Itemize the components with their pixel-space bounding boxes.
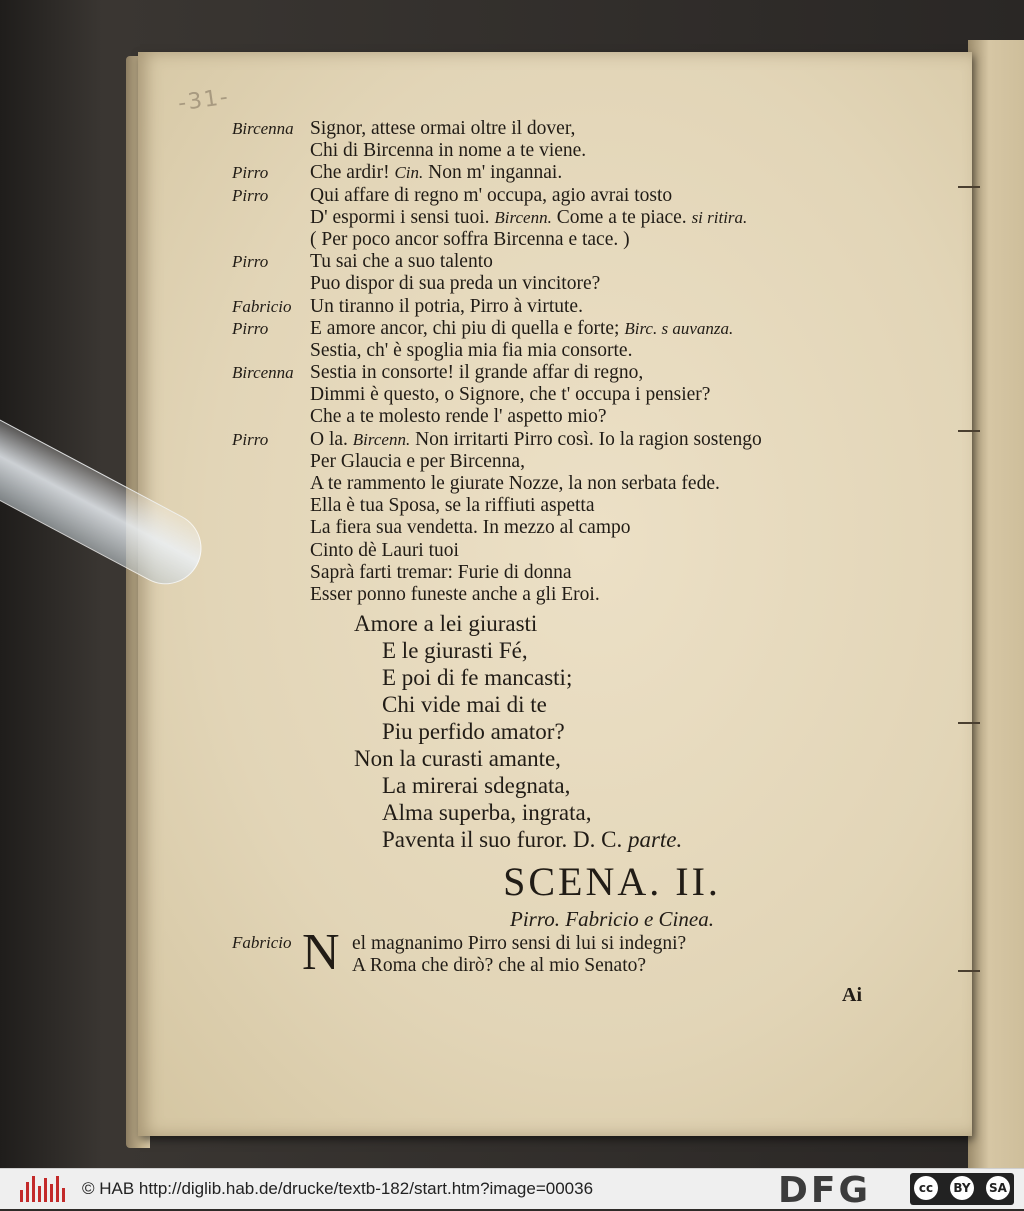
verse-text: Sestia, ch' è spoglia mia fia mia consorte.	[310, 339, 633, 361]
verse-line	[310, 429, 762, 451]
verse-line	[310, 118, 575, 140]
dialogue-line	[232, 517, 912, 539]
speaker-name: Pirro	[232, 429, 269, 449]
verse-text: Esser ponno funeste anche a gli Eroi.	[310, 583, 600, 605]
sa-icon: SA	[986, 1176, 1010, 1200]
speaker-name: Pirro	[232, 185, 269, 205]
verse-line	[310, 162, 562, 184]
verse-line	[310, 185, 672, 207]
aria-text	[382, 799, 591, 826]
verse-text: Dimmi è questo, o Signore, che t' occupa i pensier?	[310, 384, 711, 406]
dialogue-line	[232, 118, 912, 140]
verse-text: E amore ancor, chi piu di quella e forte;	[310, 317, 620, 339]
aside-text: Non m' ingannai.	[428, 162, 563, 184]
aria-verse: Alma superba, ingrata,	[382, 800, 592, 826]
aria-line	[232, 610, 912, 637]
aria-text	[382, 691, 547, 718]
verse-text: Saprà farti tremar: Furie di donna	[310, 561, 572, 583]
aside-speaker: Bircenn.	[494, 207, 552, 227]
stage-direction: Birc. s auvanza.	[624, 318, 734, 338]
verse-text: Per Glaucia e per Bircenna,	[310, 450, 525, 472]
verse-line	[310, 495, 594, 517]
verse-text: Che a te molesto rende l' aspetto mio?	[310, 406, 607, 428]
aria-text	[354, 745, 561, 772]
speaker-name: Pirro	[232, 163, 269, 183]
aria-text	[382, 826, 682, 853]
stage-direction: parte.	[627, 827, 683, 853]
aside-speaker: Cin.	[394, 163, 424, 183]
by-icon: BY	[950, 1176, 974, 1200]
source-credit-link[interactable]: © HAB http://diglib.hab.de/drucke/textb-182/start.htm?image=00036	[82, 1179, 594, 1198]
verse-text: Chi di Bircenna in nome a te viene.	[310, 140, 587, 162]
dialogue-line	[232, 451, 912, 473]
dialogue-line	[232, 318, 912, 340]
dialogue-line	[232, 140, 912, 162]
speaker-name: Fabricio	[232, 296, 292, 316]
catchword: Ai	[842, 984, 862, 1006]
aria-text	[382, 637, 528, 664]
aside-text: Come a te piace.	[556, 206, 687, 228]
drop-capital: N	[302, 924, 340, 982]
aria-verse: E le giurasti Fé,	[382, 638, 528, 664]
verse-text: Tu sai che a suo talento	[310, 251, 493, 273]
viewer-footer	[0, 1168, 1024, 1209]
dialogue-line	[232, 162, 912, 184]
aria-text	[382, 664, 572, 691]
scene-characters: Pirro. Fabricio e Cinea.	[510, 907, 714, 932]
verse-text: Puo dispor di sua preda un vincitore?	[310, 273, 601, 295]
cc-license-badge[interactable]	[910, 1173, 1014, 1205]
aria-line	[232, 718, 912, 745]
speaker-name: Fabricio	[232, 933, 292, 953]
verse-line	[310, 384, 710, 406]
aria-verse: Paventa il suo furor.	[382, 827, 568, 853]
verse-line	[310, 517, 631, 539]
verse-text: ( Per poco ancor soffra Bircenna e tace. )	[310, 228, 630, 250]
verse-line	[310, 406, 606, 428]
verse-text: La fiera sua vendetta. In mezzo al campo	[310, 517, 631, 539]
verse-text: Un tiranno il potria, Pirro à virtute.	[310, 295, 583, 317]
verse-line	[310, 207, 747, 229]
dialogue-line	[232, 540, 912, 562]
dfg-logo: DFG	[778, 1170, 872, 1211]
aria-line	[232, 664, 912, 691]
aria-line	[232, 745, 912, 772]
dialogue-line	[232, 185, 912, 207]
aria-line	[232, 799, 912, 826]
verse-line: A Roma che dirò? che al mio Senato?	[352, 955, 647, 977]
verse-text: D' espormi i sensi tuoi.	[310, 206, 490, 228]
dialogue-line	[232, 207, 912, 229]
verse-text: Qui affare di regno m' occupa, agio avrai tosto	[310, 184, 673, 206]
verse-line	[310, 562, 572, 584]
verse-line	[310, 318, 733, 340]
aria-line	[232, 691, 912, 718]
verse-text: Ella è tua Sposa, se la riffiuti aspetta	[310, 495, 595, 517]
aria-text	[354, 610, 537, 637]
verse-line	[310, 451, 525, 473]
dialogue-line	[232, 273, 912, 295]
dialogue-line	[232, 229, 912, 251]
aria-line	[232, 637, 912, 664]
aside-text: Non irritarti Pirro così. Io la ragion sostengo	[415, 428, 762, 450]
verse-text: Sestia in consorte! il grande affar di regno,	[310, 362, 644, 384]
dialogue-line	[232, 473, 912, 495]
page-folio: -31-	[176, 84, 232, 117]
verse-line	[310, 584, 600, 606]
verse-line	[310, 540, 459, 562]
dialogue-line	[232, 251, 912, 273]
verse-text: A te rammento le giurate Nozze, la non serbata fede.	[310, 473, 720, 494]
dialogue-line	[232, 584, 912, 606]
speaker-name: Pirro	[232, 318, 269, 338]
dialogue-line	[232, 406, 912, 428]
dialogue-line	[232, 362, 912, 384]
dialogue-block	[232, 118, 912, 606]
speaker-name: Bircenna	[232, 119, 294, 138]
aria-line	[232, 772, 912, 799]
verse-text: O la.	[310, 428, 348, 450]
dialogue-line	[232, 562, 912, 584]
verse-line	[310, 229, 630, 251]
dialogue-line	[232, 340, 912, 362]
aria-text	[382, 718, 565, 745]
verse-text: Signor, attese ormai oltre il dover,	[310, 118, 576, 139]
verse-line	[310, 273, 600, 295]
dialogue-line	[232, 429, 912, 451]
dialogue-line	[232, 296, 912, 318]
binding-stitch	[958, 722, 980, 724]
dialogue-line	[232, 384, 912, 406]
facing-page-edge	[968, 40, 1024, 1168]
verse-text: Che ardir!	[310, 162, 390, 184]
aria-verse: La mirerai sdegnata,	[382, 773, 571, 799]
binding-stitch	[958, 186, 980, 188]
aria-verse: Piu perfido amator?	[382, 719, 565, 745]
aria-verse: E poi di fe mancasti;	[382, 665, 573, 691]
speaker-name: Bircenna	[232, 363, 294, 383]
verse-line	[310, 362, 643, 384]
binding-stitch	[958, 970, 980, 972]
aside-speaker: Bircenn.	[352, 429, 411, 449]
aria-verse: Non la curasti amante,	[354, 746, 561, 772]
speaker-name: Pirro	[232, 252, 269, 272]
aria-verse: Amore a lei giurasti	[354, 611, 538, 637]
aria-text	[382, 772, 570, 799]
verse-line	[310, 140, 586, 162]
hab-logo-icon	[20, 1176, 66, 1202]
verse-line	[310, 473, 720, 495]
binding-stitch	[958, 430, 980, 432]
verse-line	[310, 251, 493, 273]
verse-line	[310, 296, 583, 318]
verse-line: el magnanimo Pirro sensi di lui si indegni?	[352, 933, 687, 955]
verse-text: Cinto dè Lauri tuoi	[310, 539, 459, 561]
verse-line	[310, 340, 632, 362]
scene-title: SCENA. II.	[503, 859, 721, 905]
cc-icon: cc	[914, 1176, 938, 1200]
aria-verse: Chi vide mai di te	[382, 692, 547, 718]
final-speech	[232, 924, 912, 985]
dialogue-line	[232, 495, 912, 517]
aria-line	[232, 826, 912, 853]
da-capo-mark: D. C.	[573, 827, 623, 853]
play-text	[232, 118, 912, 985]
aria-block	[232, 610, 912, 853]
stage-direction: si ritira.	[691, 207, 748, 227]
